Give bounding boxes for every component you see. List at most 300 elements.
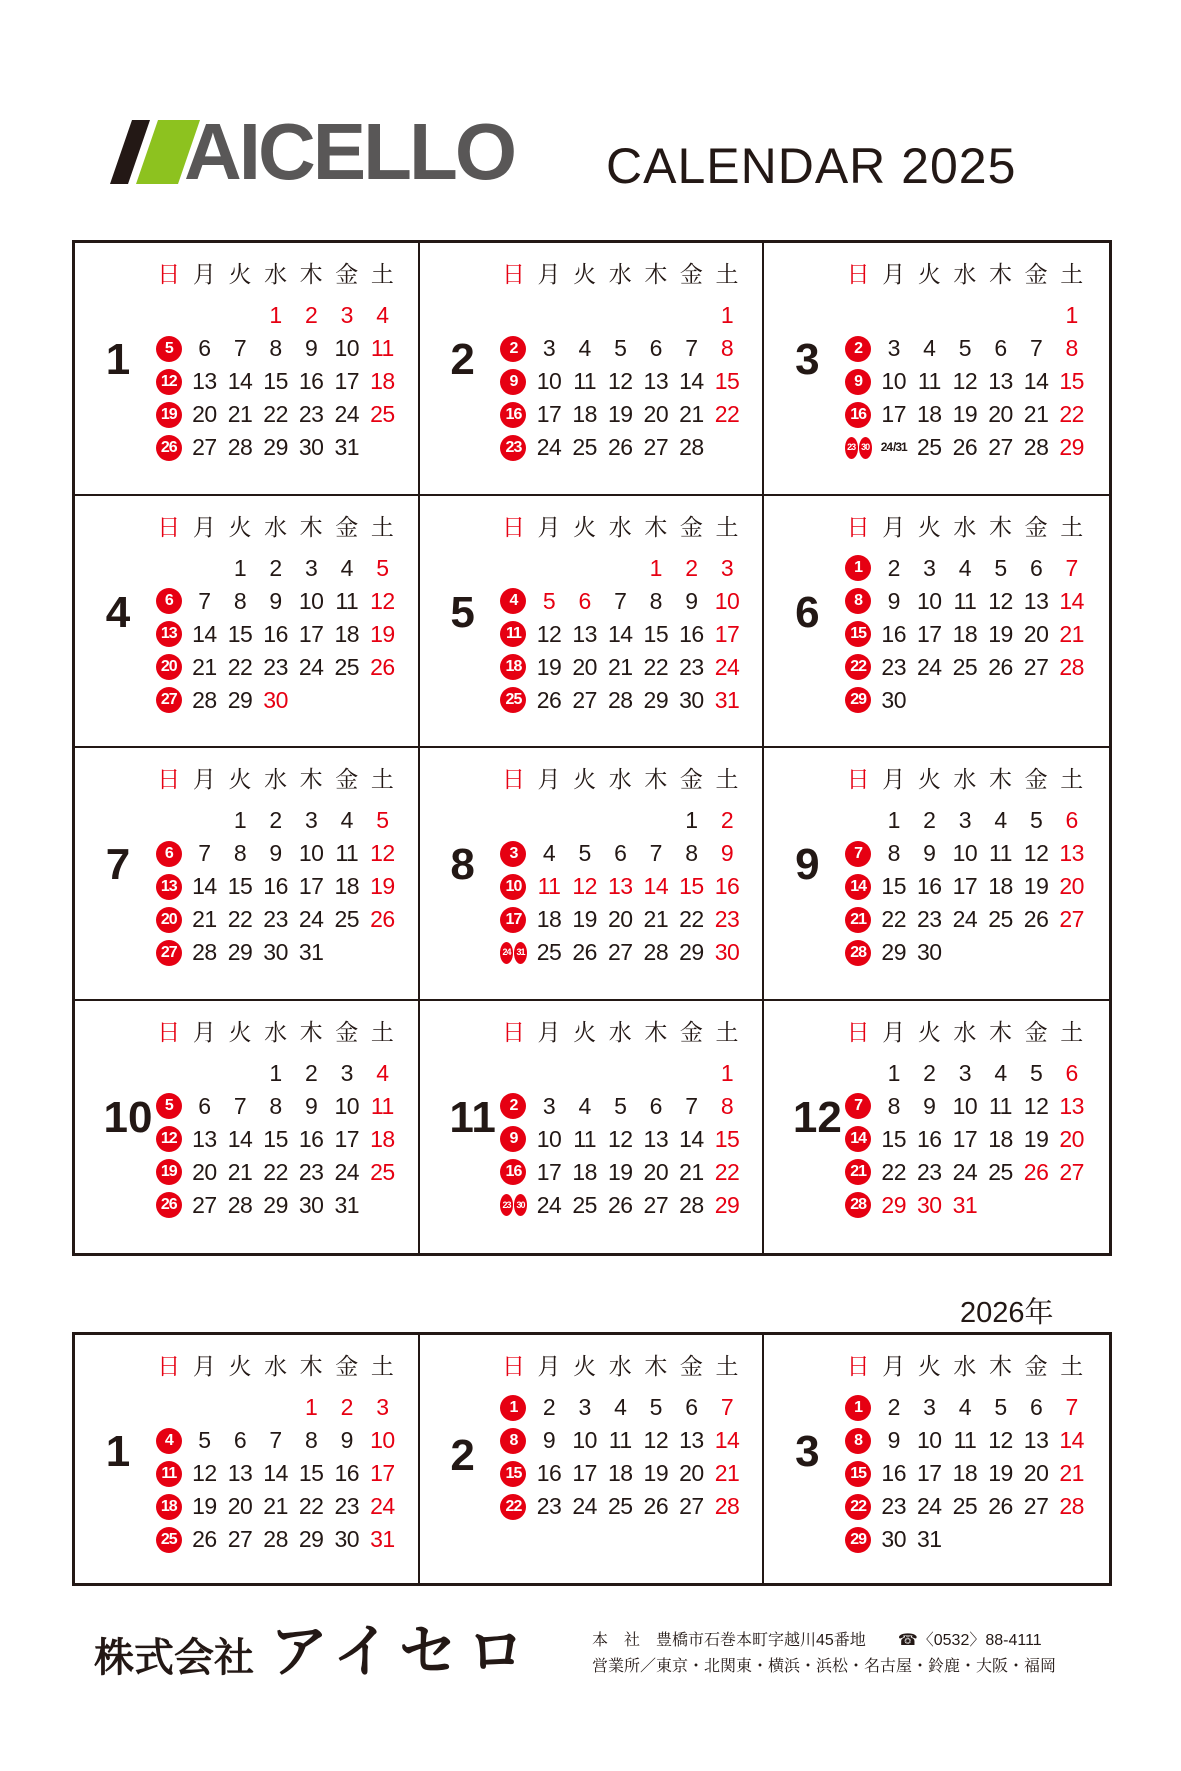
day-cell: 23 (536, 1493, 562, 1519)
day-cell: 29 (227, 939, 253, 965)
day-cell: 7 (614, 587, 627, 614)
sunday-circle: 27 (156, 687, 182, 713)
day-rows (840, 552, 1089, 717)
holiday-day: 18 (370, 368, 395, 394)
week-row (840, 1156, 1089, 1189)
month-number: 4 (105, 587, 131, 637)
week-row (151, 332, 400, 365)
day-cell: 2 (269, 554, 282, 581)
holiday-day: 29 (881, 1191, 907, 1218)
weekday-label: 月 (192, 513, 216, 540)
weekday-header (151, 762, 400, 796)
sunday-circle: 22 (845, 654, 871, 680)
day-cell: 20 (1023, 1460, 1049, 1486)
sunday-circle: 26 (156, 435, 182, 461)
weekday-label: 水 (953, 513, 977, 540)
day-cell: 21 (643, 906, 669, 932)
sunday-circle: 21 (845, 907, 871, 933)
week-row (151, 1523, 400, 1556)
weekday-label: 金 (335, 261, 359, 287)
logo-wordmark: AICELLO (184, 107, 515, 196)
holiday-day: 20 (1059, 873, 1084, 899)
holiday-day: 11 (537, 873, 561, 899)
day-cell: 23 (263, 906, 288, 932)
day-cell: 24 /31 (880, 440, 907, 454)
day-cell: 18 (536, 906, 562, 932)
holiday-day: 7 (1065, 554, 1078, 581)
day-cell: 25 (988, 906, 1013, 932)
week-row (840, 651, 1089, 684)
day-cell: 3 (542, 1092, 556, 1119)
weekday-label: 火 (228, 1353, 252, 1379)
day-cell: 8 (233, 587, 247, 614)
week-row (840, 431, 1089, 464)
day-cell: 10 (334, 335, 360, 361)
sunday-circle: 10 (500, 874, 526, 900)
day-cell: 3 (340, 1059, 353, 1086)
day-cell: 2 (542, 1394, 556, 1420)
month-number: 12 (792, 1092, 842, 1142)
sunday-circle: 18 (156, 1494, 182, 1520)
day-cell: 9 (923, 1092, 936, 1119)
sunday-circle: 27 (156, 940, 182, 966)
month-number: 2 (450, 1431, 475, 1480)
day-cell: 1 (269, 1059, 282, 1086)
month-number: 6 (795, 587, 820, 637)
week-row (151, 684, 400, 717)
sunday-circle: 1 (500, 1395, 526, 1421)
weekday-label: 土 (370, 1353, 394, 1379)
day-cell: 22 (263, 1158, 288, 1185)
day-cell: 6 (614, 840, 627, 866)
weekday-label: 月 (882, 513, 906, 540)
holiday-day: 25 (370, 401, 395, 427)
holiday-day: 2 (720, 807, 734, 833)
holiday-day: 21 (1059, 1460, 1084, 1486)
day-cell: 29 (298, 1526, 324, 1552)
day-cell: 19 (643, 1460, 669, 1486)
week-row (151, 1090, 400, 1123)
day-cell: 2 (305, 1059, 318, 1086)
holiday-day: 29 (714, 1191, 740, 1218)
day-cell: 2 (887, 1394, 900, 1420)
holiday-day: 6 (578, 587, 591, 614)
holiday-day: 14 (1059, 1427, 1084, 1453)
sunday-circle: 22 (845, 1494, 871, 1520)
day-cell: 12 (988, 1427, 1013, 1453)
day-cell: 17 (952, 873, 978, 899)
weekday-label: 木 (989, 1018, 1012, 1045)
holiday-day: 26 (1023, 1158, 1049, 1185)
holiday-day: 14 (643, 873, 669, 899)
day-cell: 24 (917, 1493, 942, 1519)
weekday-label: 金 (335, 1018, 359, 1045)
weekday-label: 日 (501, 261, 525, 287)
day-cell: 20 (192, 401, 217, 427)
holiday-day: 28 (1059, 1493, 1084, 1519)
day-cell: 10 (572, 1427, 597, 1453)
week-row (840, 684, 1089, 717)
weekday-label: 水 (264, 1353, 288, 1379)
day-cell: 23 (263, 653, 288, 680)
day-cell: 8 (887, 840, 900, 866)
day-cell: 10 (952, 840, 978, 866)
day-cell: 18 (988, 873, 1013, 899)
day-cell: 8 (685, 840, 698, 866)
week-row (840, 1457, 1089, 1490)
day-cell: 23 (881, 1493, 907, 1519)
day-cell: 14 (607, 620, 633, 647)
weekday-label: 木 (989, 513, 1012, 540)
day-cell: 16 (334, 1460, 360, 1486)
day-cell: 6 (233, 1427, 247, 1453)
day-cell: 20 (227, 1493, 253, 1519)
sunday-circle: 13 (156, 874, 182, 900)
weekday-label: 日 (501, 1353, 525, 1379)
sunday-circle: 14 (845, 1126, 871, 1152)
holiday-day: 26 (370, 653, 395, 680)
day-cell: 25 (334, 653, 360, 680)
weekday-label: 日 (157, 1018, 181, 1045)
sunday-circle: 9 (500, 1126, 526, 1152)
day-cell: 7 (1029, 335, 1043, 361)
day-cell: 2 (887, 554, 900, 581)
weekday-label: 火 (917, 1353, 941, 1379)
weekday-label: 木 (299, 766, 323, 792)
weekday-label: 月 (882, 261, 906, 287)
day-cell: 11 (573, 368, 597, 394)
day-cell: 12 (988, 587, 1013, 614)
day-cell: 16 (881, 620, 907, 647)
week-row (496, 903, 745, 936)
weekday-label: 水 (264, 766, 288, 792)
holiday-day: 5 (376, 807, 389, 833)
day-cell: 9 (269, 587, 282, 614)
week-row (840, 1523, 1089, 1556)
day-cell: 12 (607, 368, 633, 394)
weekday-header (840, 510, 1089, 544)
weekday-label: 木 (989, 766, 1012, 792)
sunday-circle: 9 (500, 369, 526, 395)
day-cell: 19 (1023, 1125, 1049, 1152)
sunday-circle: 6 (156, 588, 182, 614)
weekday-label: 土 (715, 766, 739, 792)
day-cell: 23 (917, 906, 942, 932)
day-cell: 22 (227, 906, 253, 932)
day-cell: 16 (298, 368, 324, 394)
weekday-label: 土 (1060, 1018, 1084, 1045)
day-cell: 7 (198, 840, 211, 866)
day-cell: 11 (335, 840, 359, 866)
day-cell: 23 (334, 1493, 360, 1519)
calendar-title: CALENDAR 2025 (606, 138, 1017, 194)
sunday-circle: 1 (845, 1395, 871, 1421)
holiday-day: 13 (1059, 1092, 1084, 1119)
week-row (496, 365, 745, 398)
day-cell: 26 (536, 686, 562, 713)
day-cell: 9 (305, 1092, 318, 1119)
weekday-label: 日 (846, 1353, 870, 1379)
day-cell: 11 (953, 1427, 977, 1453)
day-cell: 24 (298, 653, 324, 680)
week-row (496, 1457, 745, 1490)
week-row (840, 1057, 1089, 1090)
day-cell: 25 (572, 434, 597, 460)
day-cell: 18 (917, 401, 942, 427)
day-cell: 14 (192, 873, 217, 899)
day-cell: 24 (536, 434, 562, 460)
day-cell: 7 (649, 840, 662, 866)
holiday-day: 13 (607, 873, 633, 899)
holiday-day: 10 (714, 587, 740, 614)
holiday-day: 8 (1065, 335, 1078, 361)
day-cell: 4 (923, 335, 936, 361)
holiday-day: 12 (572, 873, 597, 899)
day-cell: 21 (192, 906, 217, 932)
day-rows (151, 299, 400, 464)
holiday-day: 5 (542, 587, 556, 614)
sunday-circle: 28 (845, 940, 871, 966)
week-row (840, 299, 1089, 332)
week-row (496, 870, 745, 903)
sunday-circle: 28 (845, 1192, 871, 1218)
holiday-day: 3 (340, 302, 353, 328)
weekday-label: 火 (228, 1018, 252, 1045)
day-cell: 14 (192, 620, 217, 647)
day-cell: 3 (958, 1059, 972, 1086)
day-cell: 28 (679, 1191, 704, 1218)
weekday-label: 火 (573, 1018, 597, 1045)
calendar-2025-grid (72, 240, 1112, 1256)
day-cell: 29 (227, 686, 253, 713)
holiday-day: 16 (714, 873, 740, 899)
weekday-label: 金 (335, 513, 359, 540)
holiday-day: 28 (714, 1493, 740, 1519)
weekday-label: 水 (953, 1018, 977, 1045)
day-cell: 24 (952, 906, 978, 932)
week-row (496, 1057, 745, 1090)
week-row (151, 1490, 400, 1523)
sunday-circle: 8 (500, 1428, 526, 1454)
holiday-day: 30 (263, 686, 288, 713)
weekday-label: 日 (157, 513, 181, 540)
day-cell: 29 (263, 1191, 288, 1218)
weekday-label: 火 (228, 513, 252, 540)
weekday-label: 月 (537, 261, 561, 287)
month-number: 5 (450, 587, 475, 637)
sunday-circle: 4 (156, 1428, 182, 1454)
day-cell: 29 (881, 939, 907, 965)
weekday-label: 木 (299, 1018, 323, 1045)
day-cell: 16 (263, 620, 288, 647)
day-cell: 15 (263, 368, 288, 394)
day-cell: 9 (923, 840, 936, 866)
weekday-label: 日 (846, 1018, 870, 1045)
day-cell: 25 (952, 653, 978, 680)
week-row (840, 398, 1089, 431)
day-cell: 6 (198, 1092, 211, 1119)
day-cell: 17 (536, 401, 562, 427)
holiday-day: 17 (370, 1460, 395, 1486)
weekday-header (496, 510, 745, 544)
day-cell: 7 (269, 1427, 282, 1453)
holiday-day: 22 (1059, 401, 1084, 427)
week-row (840, 1490, 1089, 1523)
sunday-circle: 8 (845, 588, 871, 614)
day-cell: 16 (679, 620, 704, 647)
day-cell: 30 (679, 686, 704, 713)
day-cell: 12 (1023, 1092, 1049, 1119)
sunday-circle: 5 (156, 1093, 182, 1119)
day-cell: 27 (643, 1191, 669, 1218)
week-row (840, 1123, 1089, 1156)
day-cell: 26 (607, 434, 633, 460)
day-cell: 17 (298, 873, 324, 899)
day-cell: 8 (233, 840, 247, 866)
day-cell: 9 (542, 1427, 556, 1453)
sunday-circle: 19 (156, 1159, 182, 1185)
day-cell: 24 (536, 1191, 562, 1218)
day-cell: 13 (1023, 587, 1049, 614)
sales-offices: 営業所／東京・北関東・横浜・浜松・名古屋・鈴鹿・大阪・福岡 (592, 1658, 1057, 1675)
day-cell: 4 (958, 554, 972, 581)
day-cell: 4 (614, 1394, 627, 1420)
day-cell: 22 (881, 1158, 907, 1185)
day-cell: 7 (685, 1092, 698, 1119)
day-cell: 27 (679, 1493, 704, 1519)
day-cell: 22 (298, 1493, 324, 1519)
day-cell: 10 (952, 1092, 978, 1119)
weekday-label: 木 (644, 1353, 668, 1379)
day-cell: 30 (298, 1191, 324, 1218)
day-cell: 12 (1023, 840, 1049, 866)
sunday-circle: 15 (500, 1461, 526, 1487)
month-number: 8 (450, 840, 475, 889)
week-row (840, 1189, 1089, 1222)
day-cell: 18 (952, 620, 978, 647)
day-cell: 13 (643, 368, 669, 394)
day-cell: 4 (994, 1059, 1007, 1086)
holiday-day: 25 (370, 1158, 395, 1185)
day-cell: 25 (607, 1493, 633, 1519)
weekday-label: 火 (573, 766, 597, 792)
day-cell: 11 (989, 1092, 1012, 1119)
day-cell: 29 (679, 939, 704, 965)
holiday-day: 28 (1059, 653, 1084, 680)
week-row (151, 585, 400, 618)
day-cell: 17 (334, 1125, 360, 1152)
holiday-day: 1 (269, 302, 282, 328)
weekday-label: 水 (608, 1018, 632, 1045)
day-cell: 23 (298, 401, 324, 427)
weekday-label: 月 (537, 1353, 561, 1379)
sunday-circle: 7 (845, 841, 871, 867)
weekday-label: 金 (1024, 513, 1048, 540)
day-cell: 3 (578, 1394, 591, 1420)
day-cell: 12 (192, 1460, 217, 1486)
weekday-label: 日 (157, 1353, 181, 1379)
company-prefix: 株式会社 (94, 1636, 254, 1680)
sunday-circle: 7 (845, 1093, 871, 1119)
day-cell: 19 (607, 401, 633, 427)
sunday-circle: 26 (156, 1192, 182, 1218)
week-row (151, 1457, 400, 1490)
day-cell: 27 (988, 434, 1013, 460)
holiday-day: 12 (370, 587, 395, 614)
week-row (496, 684, 745, 717)
month-cell-months_2025-7 (75, 748, 420, 1001)
sunday-circle: 15 (845, 621, 871, 647)
week-row (496, 1123, 745, 1156)
day-cell: 13 (227, 1460, 253, 1486)
week-row (151, 1424, 400, 1457)
day-cell: 26 (1023, 906, 1049, 932)
holiday-day: 9 (720, 840, 734, 866)
day-cell: 31 (298, 939, 324, 965)
weekday-label: 金 (1024, 261, 1048, 287)
day-cell: 10 (334, 1092, 360, 1119)
week-row (151, 431, 400, 464)
weekday-label: 水 (608, 261, 632, 287)
weekday-label: 金 (1024, 1018, 1048, 1045)
day-cell: 15 (227, 620, 253, 647)
holiday-day: 27 (1059, 1158, 1084, 1185)
sunday-circle: 16 (845, 402, 871, 428)
week-row (151, 1391, 400, 1424)
holiday-day: 26 (370, 906, 395, 932)
weekday-header (496, 762, 745, 796)
day-cell: 6 (649, 1092, 662, 1119)
weekday-label: 月 (192, 766, 216, 792)
day-cell: 15 (643, 620, 669, 647)
day-cell: 7 (198, 587, 211, 614)
weekday-label: 土 (370, 261, 394, 287)
day-cell: 24 (572, 1493, 597, 1519)
holiday-day: 6 (1065, 1059, 1078, 1086)
day-cell: 30 (917, 939, 942, 965)
weekday-label: 木 (299, 1353, 323, 1379)
holiday-day: 1 (720, 1059, 734, 1086)
day-cell: 10 (917, 1427, 942, 1453)
weekday-header (496, 257, 745, 291)
day-cell: 14 (227, 1125, 253, 1152)
day-cell: 5 (994, 554, 1007, 581)
day-cell: 15 (227, 873, 253, 899)
day-cell: 13 (988, 368, 1013, 394)
sunday-circle: 6 (156, 841, 182, 867)
month-cell-months_2026-1 (75, 1335, 420, 1583)
week-row (496, 936, 745, 969)
week-row (151, 398, 400, 431)
day-cell: 24 (952, 1158, 978, 1185)
weekday-label: 月 (192, 1018, 216, 1045)
day-cell: 30 (881, 686, 907, 713)
month-number: 1 (105, 1427, 131, 1476)
day-cell: 9 (340, 1427, 353, 1453)
day-cell: 5 (614, 335, 627, 361)
day-cell: 3 (887, 335, 900, 361)
day-cell: 10 (917, 587, 942, 614)
day-cell: 12 (607, 1125, 633, 1152)
sunday-circle: 13 (156, 621, 182, 647)
day-cell: 27 (572, 686, 597, 713)
day-cell: 4 (958, 1394, 972, 1420)
weekday-label: 土 (1060, 1353, 1084, 1379)
day-cell: 4 (578, 1092, 591, 1119)
sunday-circle: 2 (500, 336, 526, 362)
weekday-label: 土 (1060, 766, 1084, 792)
day-cell: 20 (192, 1158, 217, 1185)
